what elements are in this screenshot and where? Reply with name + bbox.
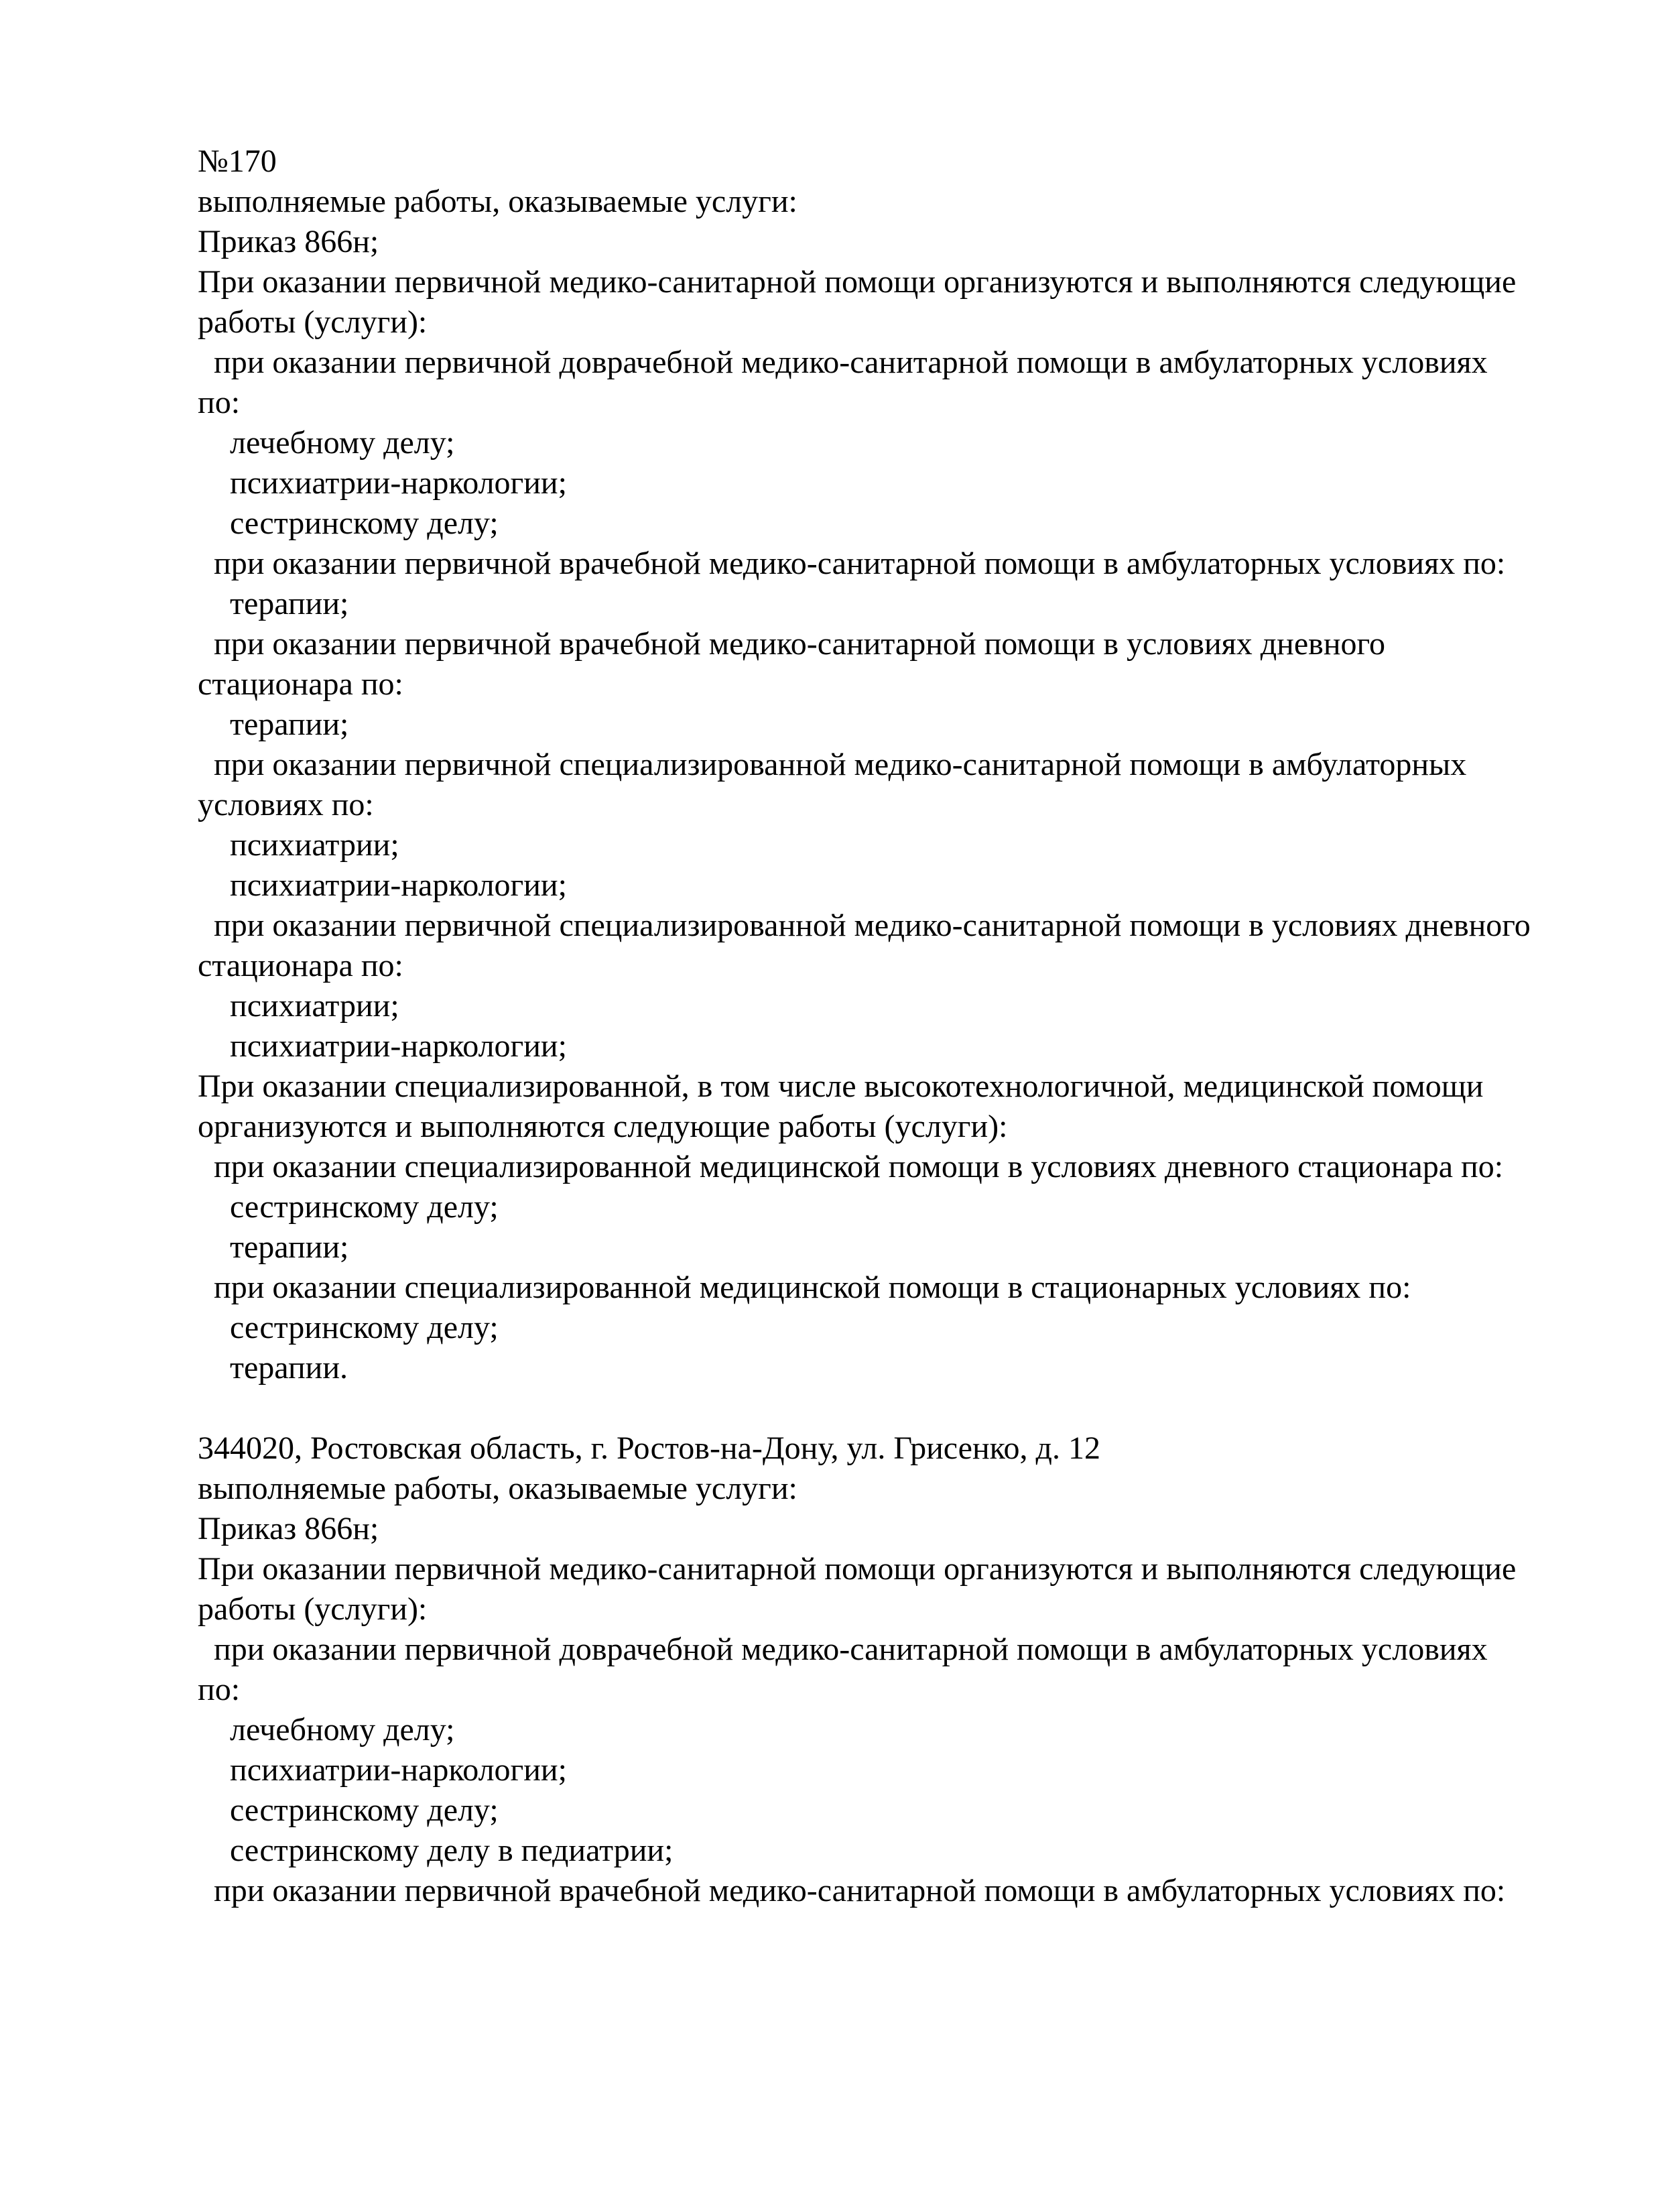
text-line: Приказ 866н; (198, 1511, 379, 1546)
text-line: при оказании первичной доврачебной медико-санитарной помощи в амбулаторных условиях (198, 1632, 1488, 1667)
text-line: условиях по: (198, 787, 374, 822)
text-line: психиатрии-наркологии; (198, 867, 567, 903)
text-line: При оказании первичной медико-санитарной помощи организуются и выполняются следующие (198, 264, 1517, 300)
text-line: по: (198, 385, 241, 420)
text-line: психиатрии-наркологии; (198, 1752, 567, 1788)
text-line: сестринскому делу; (198, 1189, 499, 1225)
text-line: терапии; (198, 706, 349, 742)
text-line: при оказании первичной доврачебной медико-санитарной помощи в амбулаторных условиях (198, 345, 1488, 380)
text-line: при оказании первичной врачебной медико-санитарной помощи в амбулаторных условиях по: (198, 1873, 1506, 1908)
text-line: при оказании специализированной медицинской помощи в стационарных условиях по: (198, 1270, 1411, 1305)
text-line: сестринскому делу в педиатрии; (198, 1833, 674, 1868)
text-line: сестринскому делу; (198, 1792, 499, 1828)
text-line: при оказании первичной специализированной медико-санитарной помощи в условиях дневного (198, 908, 1531, 943)
text-line: при оказании первичной врачебной медико-санитарной помощи в амбулаторных условиях по: (198, 546, 1506, 581)
text-line: терапии. (198, 1350, 348, 1386)
text-line: лечебному делу; (198, 1712, 455, 1747)
text-line: выполняемые работы, оказываемые услуги: (198, 1471, 797, 1506)
text-line: сестринскому делу; (198, 505, 499, 541)
text-line: При оказании первичной медико-санитарной помощи организуются и выполняются следующие (198, 1551, 1517, 1587)
text-line: стационара по: (198, 666, 403, 702)
text-line: при оказании первичной специализированной медико-санитарной помощи в амбулаторных (198, 747, 1467, 782)
text-line: стационара по: (198, 948, 403, 983)
text-line: Приказ 866н; (198, 224, 379, 259)
text-line: сестринскому делу; (198, 1310, 499, 1345)
license-number-line: №170 (198, 143, 277, 179)
text-line: работы (услуги): (198, 1591, 428, 1627)
text-line: При оказании специализированной, в том числе высокотехнологичной, медицинской помощи (198, 1068, 1484, 1104)
text-line: лечебному делу; (198, 425, 455, 460)
text-line: при оказании специализированной медицинской помощи в условиях дневного стационара по: (198, 1149, 1504, 1184)
text-line: психиатрии-наркологии; (198, 465, 567, 501)
text-line: психиатрии; (198, 988, 399, 1024)
text-line: организуются и выполняются следующие работы (услуги): (198, 1109, 1008, 1144)
text-line: при оказании первичной врачебной медико-санитарной помощи в условиях дневного (198, 626, 1385, 662)
address-line: 344020, Ростовская область, г. Ростов-на-Дону, ул. Грисенко, д. 12 (198, 1430, 1100, 1466)
text-line: по: (198, 1672, 241, 1707)
text-line: психиатрии-наркологии; (198, 1028, 567, 1064)
text-line: работы (услуги): (198, 304, 428, 340)
license-services-document (198, 141, 1531, 1911)
text-line: психиатрии; (198, 827, 399, 863)
text-line: терапии; (198, 586, 349, 621)
blank-line (198, 1388, 1531, 1428)
text-line: терапии; (198, 1229, 349, 1265)
text-line: выполняемые работы, оказываемые услуги: (198, 184, 797, 219)
